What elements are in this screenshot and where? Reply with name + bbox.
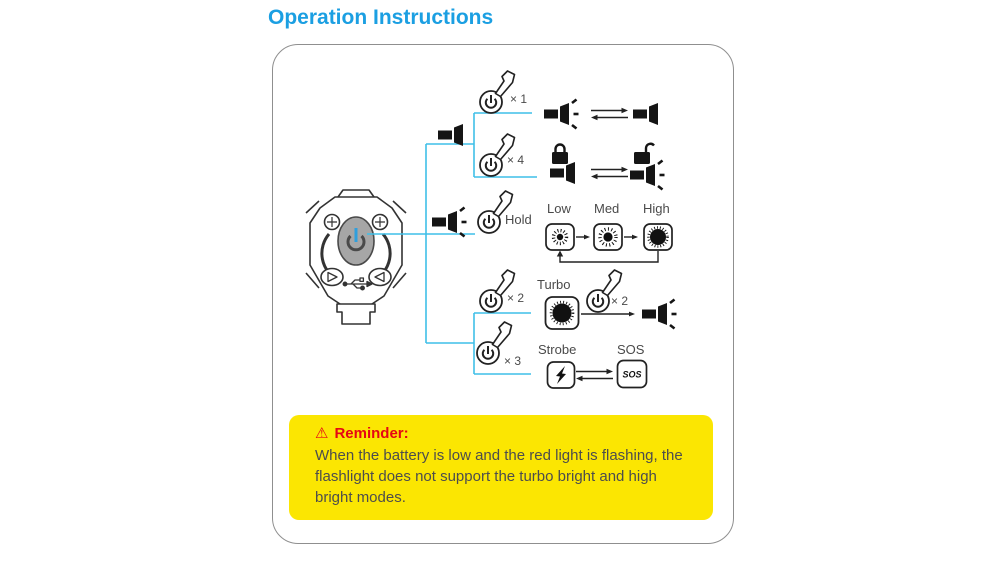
instructions-panel [272, 44, 734, 544]
warning-icon: ⚠ [315, 425, 329, 442]
flashlight-on-icon [642, 300, 677, 329]
toggle-arrows-icon [576, 369, 613, 381]
power-button [338, 217, 374, 265]
flashlight-on-icon [544, 100, 579, 129]
remote-switch-device [306, 190, 406, 324]
flashlight-off-icon [438, 124, 463, 146]
mode-low-label: Low [547, 201, 571, 216]
reminder-heading-text: Reminder: [334, 425, 409, 442]
brightness-high-icon [644, 224, 672, 250]
lockout-unlocked-icon [630, 144, 665, 190]
press-x3-label: × 3 [504, 354, 522, 368]
brightness-med-icon [594, 224, 622, 250]
mode-high-label: High [643, 201, 670, 216]
mode-sos-label: SOS [617, 342, 645, 357]
reminder-box [289, 415, 713, 520]
flashlight-on-icon [432, 208, 467, 237]
turbo-mode-icon [546, 297, 579, 329]
mode-turbo-label: Turbo [537, 277, 571, 292]
press-x2-label: × 2 [507, 291, 525, 305]
reminder-heading [315, 424, 691, 442]
sos-mode-icon [618, 361, 647, 388]
brightness-low-icon [546, 224, 574, 250]
press-hold-label: Hold [505, 212, 532, 227]
page-title: Operation Instructions [268, 6, 494, 29]
toggle-arrows-icon [591, 167, 628, 179]
press-x4-label: × 4 [507, 153, 525, 167]
flashlight-off-icon [633, 103, 658, 125]
press-x1-label: × 1 [510, 92, 528, 106]
toggle-arrows-icon [591, 108, 628, 120]
strobe-mode-icon [548, 362, 575, 388]
lockout-locked-icon [550, 145, 575, 185]
mode-med-label: Med [594, 201, 620, 216]
reminder-body: When the battery is low and the red light is flashing, the flashlight does not support the turbo bright and high bright modes. [315, 447, 683, 506]
press-x2-exit-label: × 2 [611, 294, 629, 308]
sos-icon-text: SOS [622, 369, 642, 380]
cycle-return-arrow [557, 251, 658, 263]
mode-strobe-label: Strobe [538, 342, 577, 357]
